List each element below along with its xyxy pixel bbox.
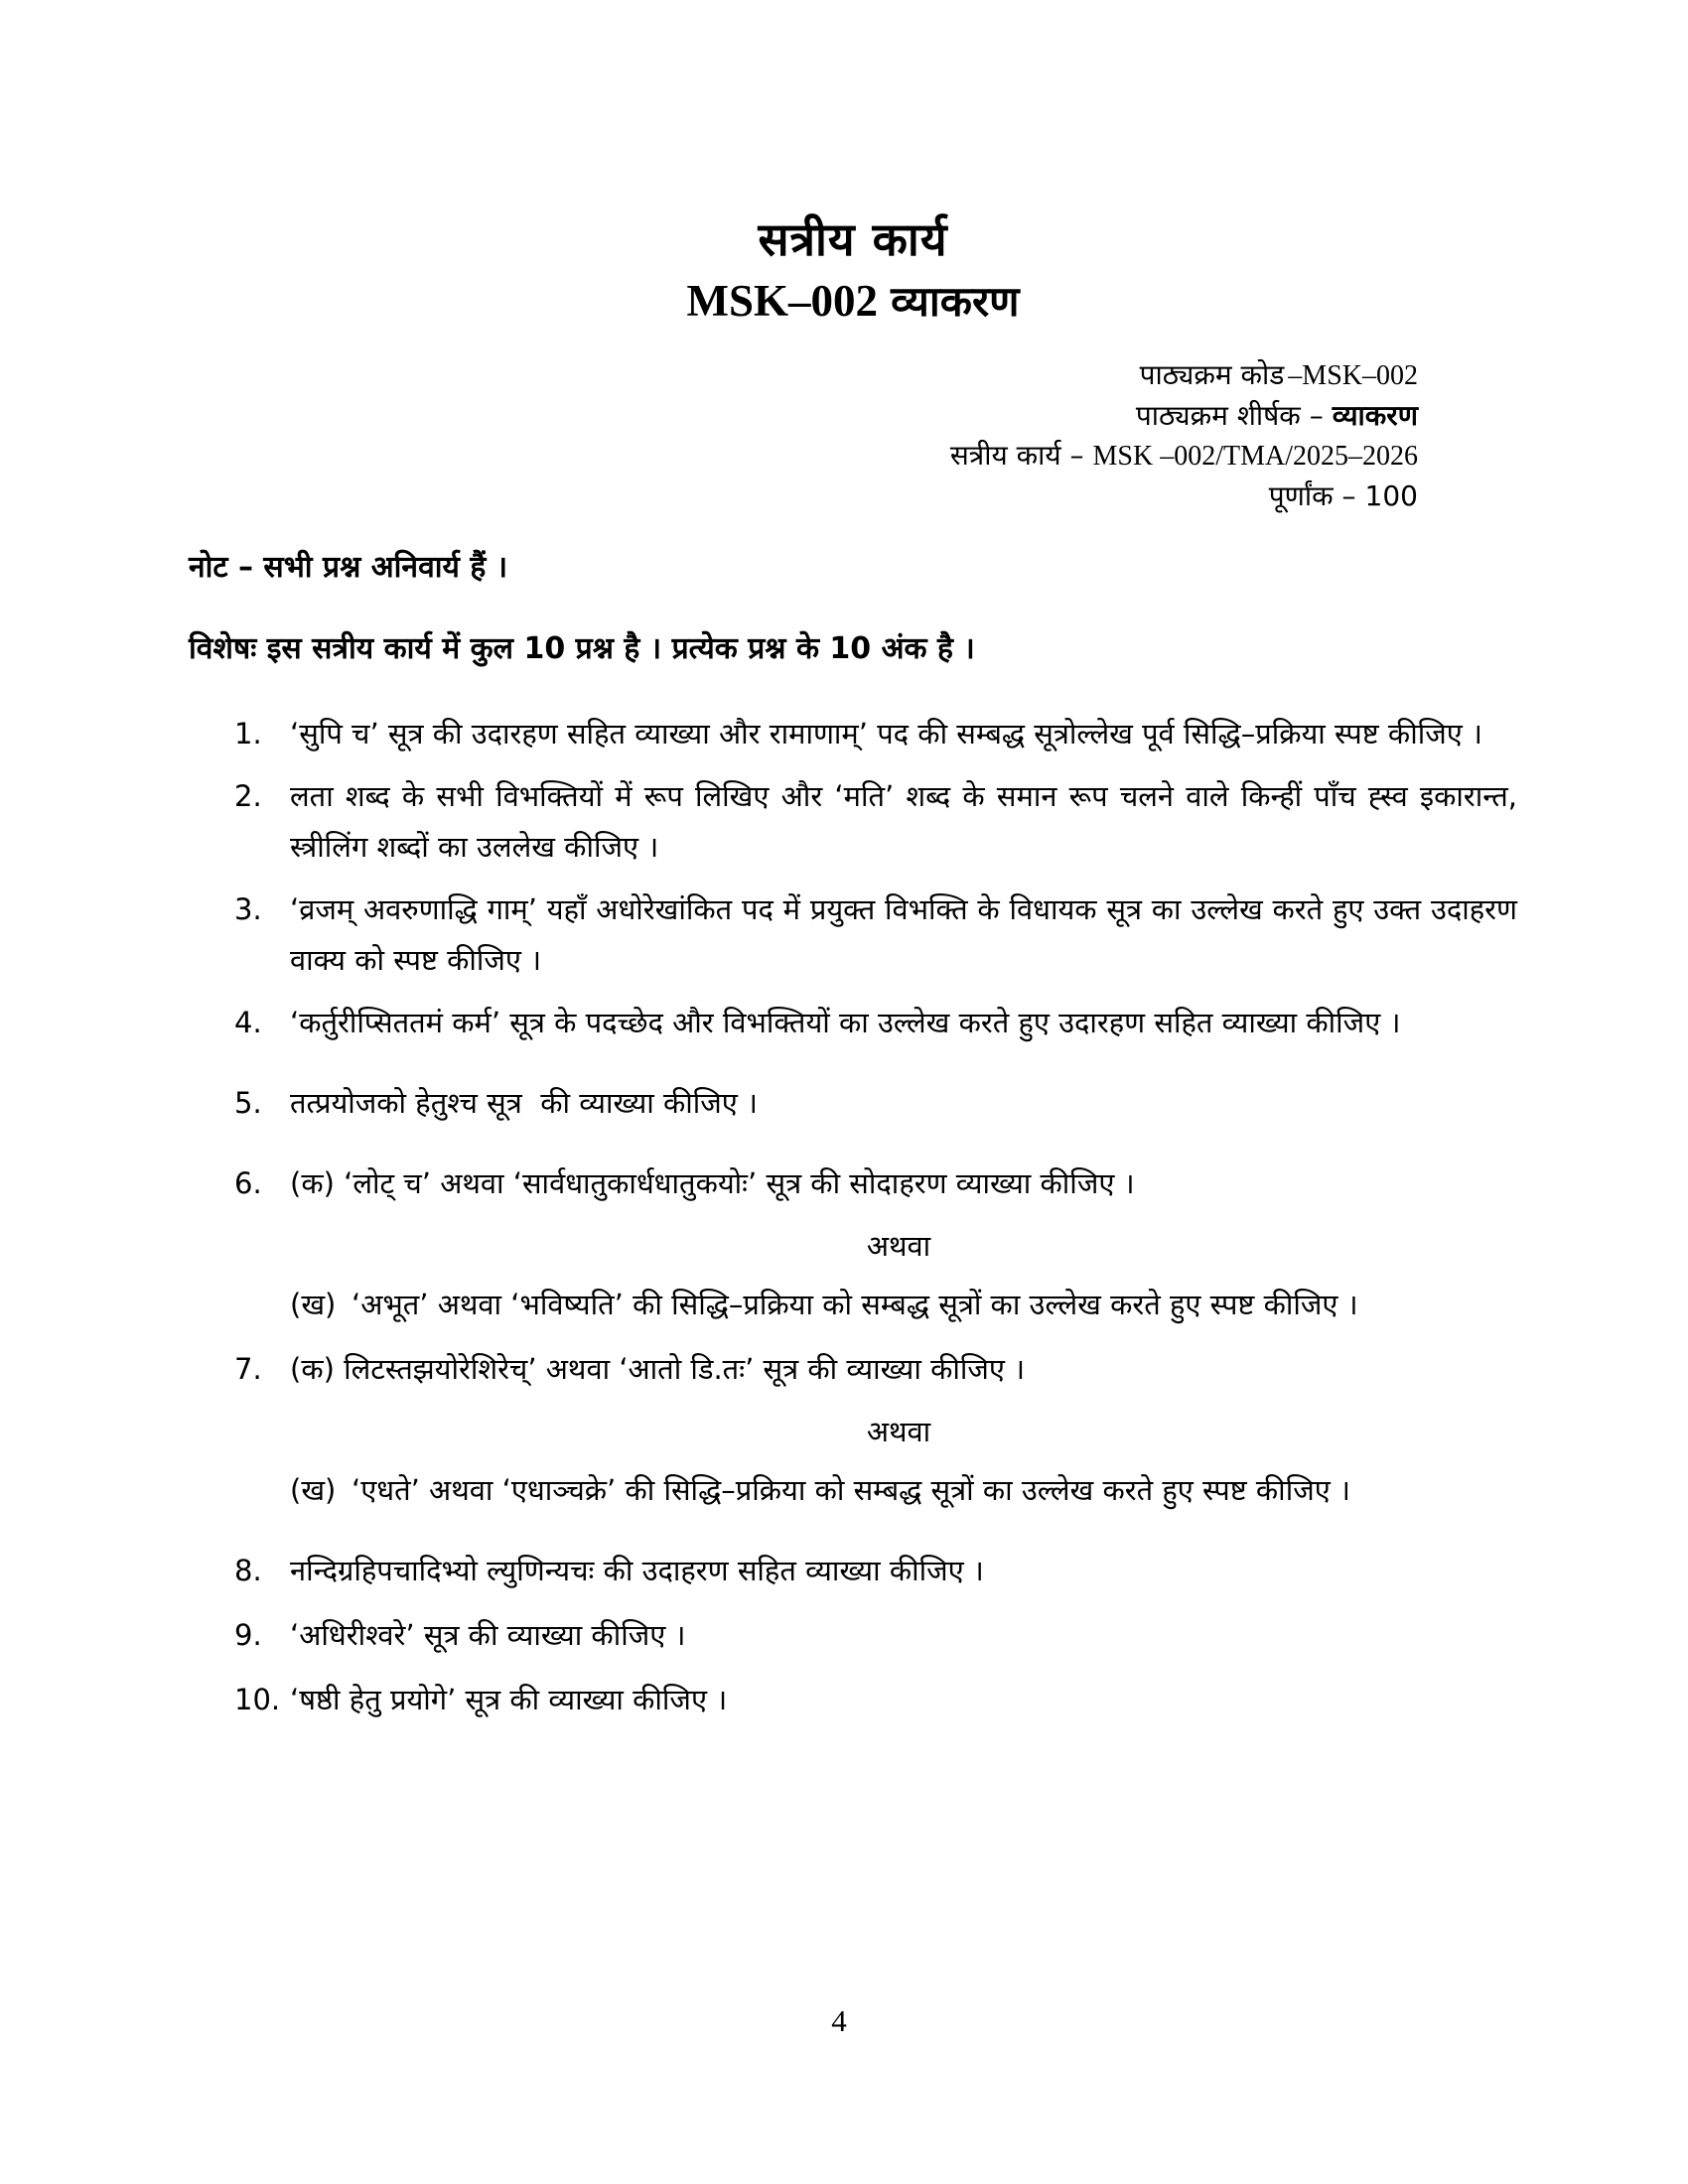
question-7-number: 7. (234, 1352, 262, 1386)
question-7-or-label: अथवा (866, 1415, 931, 1448)
question-8-number: 8. (234, 1554, 262, 1587)
meta-course-title (189, 396, 1418, 436)
question-7b-text: ‘एधते’ अथवा ‘एधाञ्चक्रे’ की सिद्धि–प्रक्रिया को सम्बद्ध सूत्रों का उल्लेख करते हुए स्पष्ट कीजिए । (352, 1473, 1350, 1507)
question-3 (234, 885, 1517, 986)
course-code: MSK–002 (686, 276, 878, 326)
question-3-text: ‘व्रजम् अवरुणाद्धि गाम्’ यहाँ अधोरेखांकित पद में प्रयुक्त विभक्ति के विधायक सूत्र का उल्लेख करते हुए उक्त उदाहरण वाक्य को स्पष्ट कीजिए । (290, 892, 1517, 977)
meta-assignment (189, 436, 1418, 477)
meta-assignment-value: MSK –002/TMA/2025–2026 (1092, 441, 1418, 472)
meta-course-code (189, 355, 1418, 396)
question-6b-text: ‘अभूत’ अथवा ‘भविष्यति’ की सिद्धि–प्रक्रिया को सम्बद्ध सूत्रों का उल्लेख करते हुए स्पष्ट कीजिए । (352, 1288, 1358, 1321)
question-2-text: लता शब्द के सभी विभक्तियों में रूप लिखिए और ‘मति’ शब्द के समान रूप चलने वाले किन्हीं पाँच ह्स्व इकारान्त, स्त्रीलिंग शब्दों का उललेख कीजिए । (290, 779, 1517, 864)
question-1 (234, 709, 1517, 759)
question-8 (234, 1546, 1517, 1596)
question-1-text: ‘सुपि च’ सूत्र की उदारहण सहित व्याख्या और रामाणाम्’ पद की सम्बद्ध सूत्रोल्लेख पूर्व सिद्धि–प्रक्रिया स्पष्ट कीजिए । (290, 717, 1482, 751)
page-number: 4 (831, 2003, 847, 2038)
meta-assignment-label: सत्रीय कार्य – (949, 439, 1084, 472)
special-line: विशेषः इस सत्रीय कार्य में कुल 10 प्रश्न है । प्रत्येक प्रश्न के 10 अंक है । (189, 631, 975, 666)
question-4 (234, 998, 1517, 1048)
meta-max-marks-value: 100 (1364, 479, 1418, 512)
question-1-number: 1. (234, 717, 262, 751)
title-block (189, 0, 1517, 341)
question-3-number: 3. (234, 892, 262, 926)
question-4-text: ‘कर्तुरीप्सिततमं कर्म’ सूत्र के पदच्छेद और विभक्तियों का उल्लेख करते हुए उदारहण सहित व्याख्या कीजिए । (290, 1006, 1401, 1039)
course-subject: व्याकरण (891, 277, 1020, 326)
question-4-number: 4. (234, 1006, 262, 1039)
note-line: नोट – सभी प्रश्न अनिवार्य हैं । (189, 550, 508, 585)
meta-max-marks (189, 477, 1418, 516)
question-7b-number: (ख) (290, 1473, 337, 1507)
meta-course-code-label: पाठ्यक्रम कोड (1139, 358, 1285, 391)
question-5 (234, 1078, 1517, 1129)
page-title: सत्रीय कार्य (758, 212, 948, 266)
question-list (234, 709, 1517, 1725)
question-6b (290, 1280, 1517, 1330)
question-7a (234, 1344, 1517, 1395)
question-6a (234, 1159, 1517, 1209)
question-9-number: 9. (234, 1618, 262, 1652)
question-8-text: नन्दिग्रहिपचादिभ्यो ल्युणिन्यचः की उदाहरण सहित व्याख्या कीजिए । (290, 1554, 984, 1587)
question-2 (234, 771, 1517, 873)
question-10-number: 10. (234, 1683, 281, 1716)
question-6-or-label: अथवा (866, 1229, 931, 1263)
question-6b-number: (ख) (290, 1288, 337, 1321)
meta-block (189, 355, 1517, 516)
meta-course-title-value: व्याकरण (1332, 399, 1418, 432)
question-5-number: 5. (234, 1086, 262, 1120)
page-subtitle (189, 270, 1517, 341)
question-9 (234, 1610, 1517, 1661)
question-10 (234, 1675, 1517, 1725)
question-5-text: तत्प्रयोजको हेतुश्च सूत्र की व्याख्या कीजिए । (290, 1086, 759, 1120)
question-7b (290, 1465, 1517, 1516)
question-10-text: ‘षष्ठी हेतु प्रयोगे’ सूत्र की व्याख्या कीजिए । (290, 1683, 728, 1716)
question-6a-text: (क) ‘लोट् च’ अथवा ‘सार्वधातुकार्धधातुकयोः’ सूत्र की सोदाहरण व्याख्या कीजिए । (290, 1166, 1135, 1200)
question-7a-text: (क) लिटस्तझयोरेशिरेच्’ अथवा ‘आतो डि.तः’ सूत्र की व्याख्या कीजिए । (290, 1352, 1026, 1386)
question-2-number: 2. (234, 779, 262, 813)
question-6-number: 6. (234, 1166, 262, 1200)
meta-course-code-value: –MSK–002 (1288, 360, 1418, 391)
meta-max-marks-label: पूर्णांक – (1268, 479, 1356, 512)
meta-course-title-label: पाठ्यक्रम शीर्षक – (1135, 399, 1324, 432)
question-9-text: ‘अधिरीश्वरे’ सूत्र की व्याख्या कीजिए । (290, 1618, 686, 1652)
